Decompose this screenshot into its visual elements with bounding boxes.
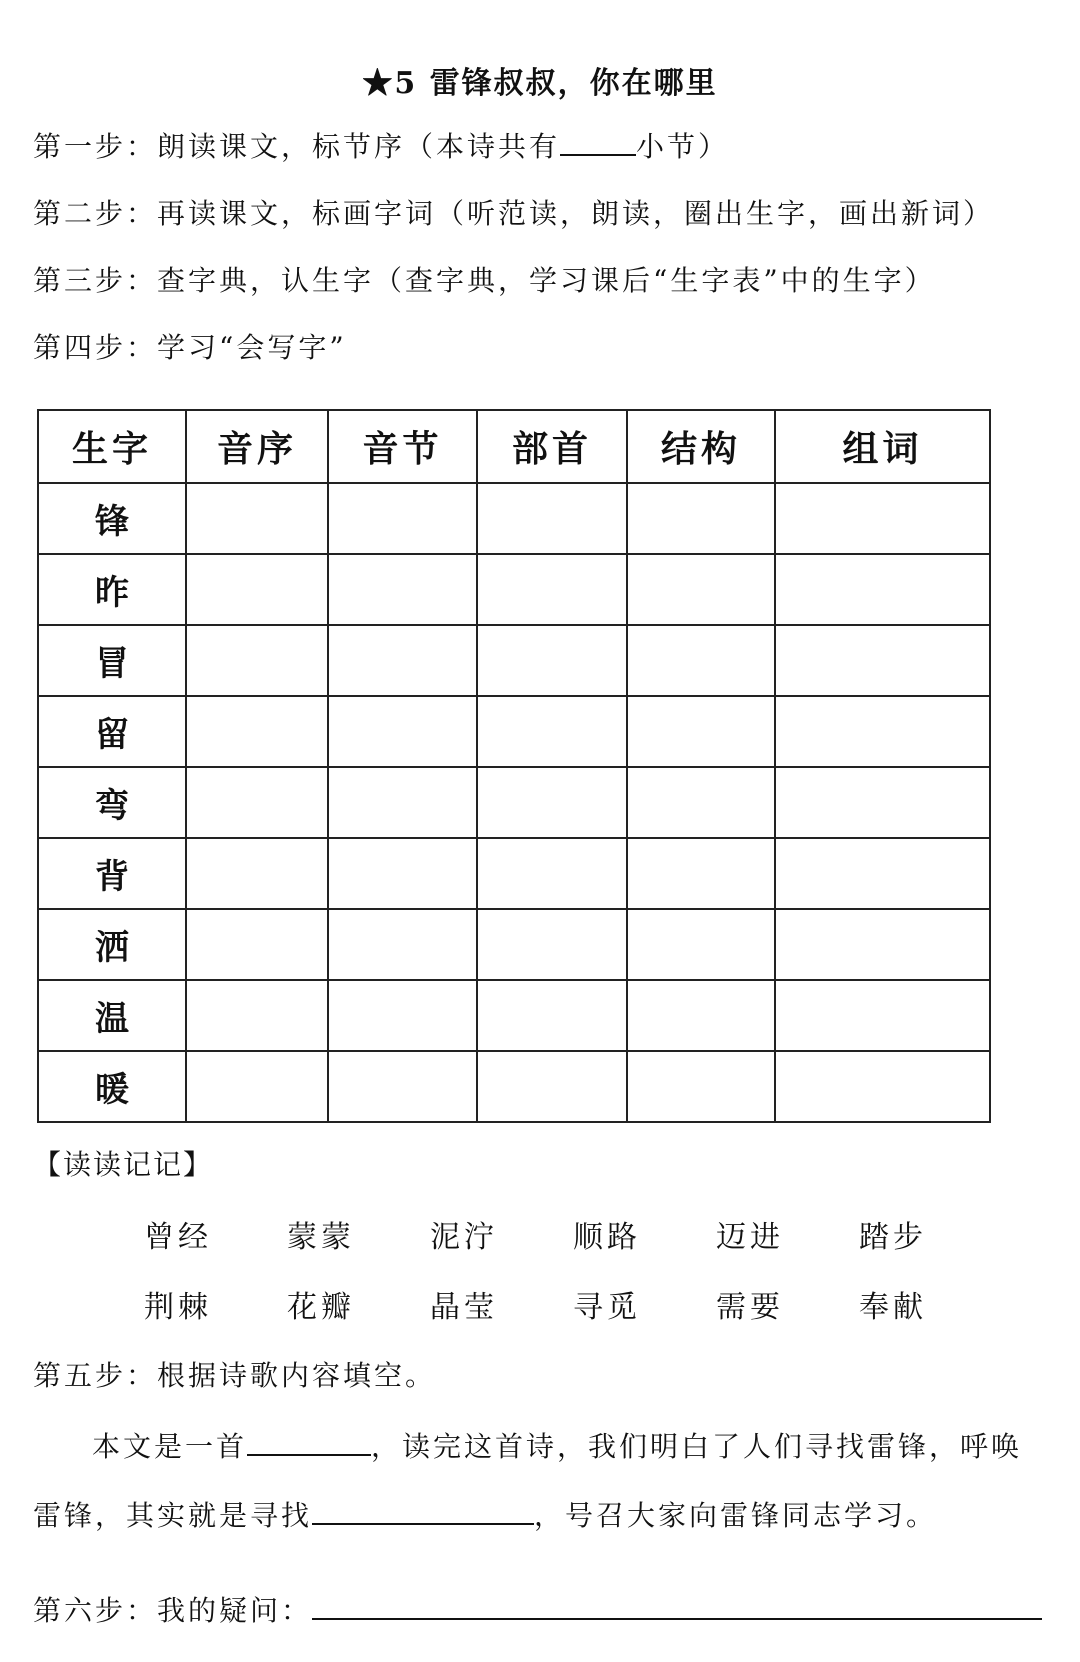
word-item: 花瓣 (287, 1290, 355, 1325)
radical-cell[interactable] (477, 696, 627, 767)
table-row (38, 696, 990, 767)
table-row (38, 909, 990, 980)
syllable-cell[interactable] (328, 696, 477, 767)
header-character: 生字 (38, 410, 186, 483)
structure-cell[interactable] (627, 483, 775, 554)
step-6-text: 第六步：我的疑问： (33, 1594, 313, 1627)
fill-text-2b: ，号召大家向雷锋同志学习。 (534, 1499, 938, 1532)
word-item: 曾经 (144, 1220, 212, 1255)
character-cell: 弯 (38, 767, 186, 838)
step-1-text: 第一步：朗读课文，标节序（本诗共有 (33, 130, 561, 163)
table-row (38, 625, 990, 696)
character-cell: 洒 (38, 909, 186, 980)
fill-line-2 (33, 1494, 937, 1534)
word-row-2 (144, 1282, 1002, 1326)
step-1 (33, 125, 729, 165)
my-question-line[interactable] (312, 1594, 1042, 1620)
syllable-cell[interactable] (328, 767, 477, 838)
radical-cell[interactable] (477, 838, 627, 909)
word-item: 踏步 (859, 1220, 927, 1255)
syllable-cell[interactable] (328, 1051, 477, 1122)
structure-cell[interactable] (627, 767, 775, 838)
table-row (38, 1051, 990, 1122)
step-5: 第五步：根据诗歌内容填空。 (33, 1359, 437, 1392)
radical-cell[interactable] (477, 980, 627, 1051)
step-2: 第二步：再读课文，标画字词（听范读，朗读，圈出生字，画出新词） (33, 197, 995, 230)
initial-cell[interactable] (186, 980, 328, 1051)
structure-cell[interactable] (627, 980, 775, 1051)
character-cell: 冒 (38, 625, 186, 696)
character-cell: 昨 (38, 554, 186, 625)
words-cell[interactable] (775, 625, 990, 696)
step-4: 第四步：学习“会写字” (33, 331, 347, 364)
structure-cell[interactable] (627, 554, 775, 625)
initial-cell[interactable] (186, 838, 328, 909)
radical-cell[interactable] (477, 554, 627, 625)
lesson-title: ★5 雷锋叔叔，你在哪里 (362, 66, 718, 101)
character-table (37, 409, 991, 1123)
words-cell[interactable] (775, 909, 990, 980)
words-cell[interactable] (775, 554, 990, 625)
word-item: 奉献 (859, 1290, 927, 1325)
header-structure: 结构 (627, 410, 775, 483)
table-row (38, 554, 990, 625)
word-item: 晶莹 (430, 1290, 498, 1325)
character-cell: 暖 (38, 1051, 186, 1122)
initial-cell[interactable] (186, 554, 328, 625)
word-item: 需要 (716, 1290, 784, 1325)
step-1-suffix: 小节） (636, 130, 730, 163)
fill-text-2a: 雷锋，其实就是寻找 (33, 1499, 313, 1532)
table-row (38, 767, 990, 838)
structure-cell[interactable] (627, 838, 775, 909)
radical-cell[interactable] (477, 767, 627, 838)
radical-cell[interactable] (477, 1051, 627, 1122)
fill-text-1b: ，读完这首诗，我们明白了人们寻找雷锋，呼唤 (371, 1430, 1023, 1463)
syllable-cell[interactable] (328, 838, 477, 909)
read-and-remember-label: 【读读记记】 (33, 1148, 214, 1181)
initial-cell[interactable] (186, 483, 328, 554)
radical-cell[interactable] (477, 483, 627, 554)
fill-line-1 (92, 1425, 1022, 1465)
header-radical: 部首 (477, 410, 627, 483)
step-3: 第三步：查字典，认生字（查字典，学习课后“生字表”中的生字） (33, 264, 936, 297)
step-6 (33, 1589, 1042, 1629)
poem-type-blank[interactable] (247, 1430, 371, 1456)
stanza-count-blank[interactable] (560, 130, 636, 156)
table-header-row (38, 410, 990, 483)
words-cell[interactable] (775, 980, 990, 1051)
fill-text-1a: 本文是一首 (92, 1430, 248, 1463)
words-cell[interactable] (775, 483, 990, 554)
character-cell: 锋 (38, 483, 186, 554)
search-meaning-blank[interactable] (312, 1499, 534, 1525)
character-cell: 温 (38, 980, 186, 1051)
character-cell: 留 (38, 696, 186, 767)
word-item: 迈进 (716, 1220, 784, 1255)
word-item: 蒙蒙 (287, 1220, 355, 1255)
initial-cell[interactable] (186, 696, 328, 767)
words-cell[interactable] (775, 696, 990, 767)
radical-cell[interactable] (477, 625, 627, 696)
word-row-1 (144, 1212, 1002, 1256)
table-row (38, 838, 990, 909)
structure-cell[interactable] (627, 1051, 775, 1122)
character-cell: 背 (38, 838, 186, 909)
structure-cell[interactable] (627, 696, 775, 767)
word-item: 寻觅 (573, 1290, 641, 1325)
header-syllable: 音节 (328, 410, 477, 483)
words-cell[interactable] (775, 1051, 990, 1122)
structure-cell[interactable] (627, 909, 775, 980)
header-words: 组词 (775, 410, 990, 483)
initial-cell[interactable] (186, 767, 328, 838)
initial-cell[interactable] (186, 1051, 328, 1122)
radical-cell[interactable] (477, 909, 627, 980)
table-row (38, 483, 990, 554)
initial-cell[interactable] (186, 909, 328, 980)
word-item: 顺路 (573, 1220, 641, 1255)
table-row (38, 980, 990, 1051)
word-item: 泥泞 (430, 1220, 498, 1255)
initial-cell[interactable] (186, 625, 328, 696)
word-item: 荆棘 (144, 1290, 212, 1325)
syllable-cell[interactable] (328, 554, 477, 625)
words-cell[interactable] (775, 838, 990, 909)
structure-cell[interactable] (627, 625, 775, 696)
syllable-cell[interactable] (328, 483, 477, 554)
syllable-cell[interactable] (328, 909, 477, 980)
header-initial: 音序 (186, 410, 328, 483)
words-cell[interactable] (775, 767, 990, 838)
syllable-cell[interactable] (328, 980, 477, 1051)
syllable-cell[interactable] (328, 625, 477, 696)
